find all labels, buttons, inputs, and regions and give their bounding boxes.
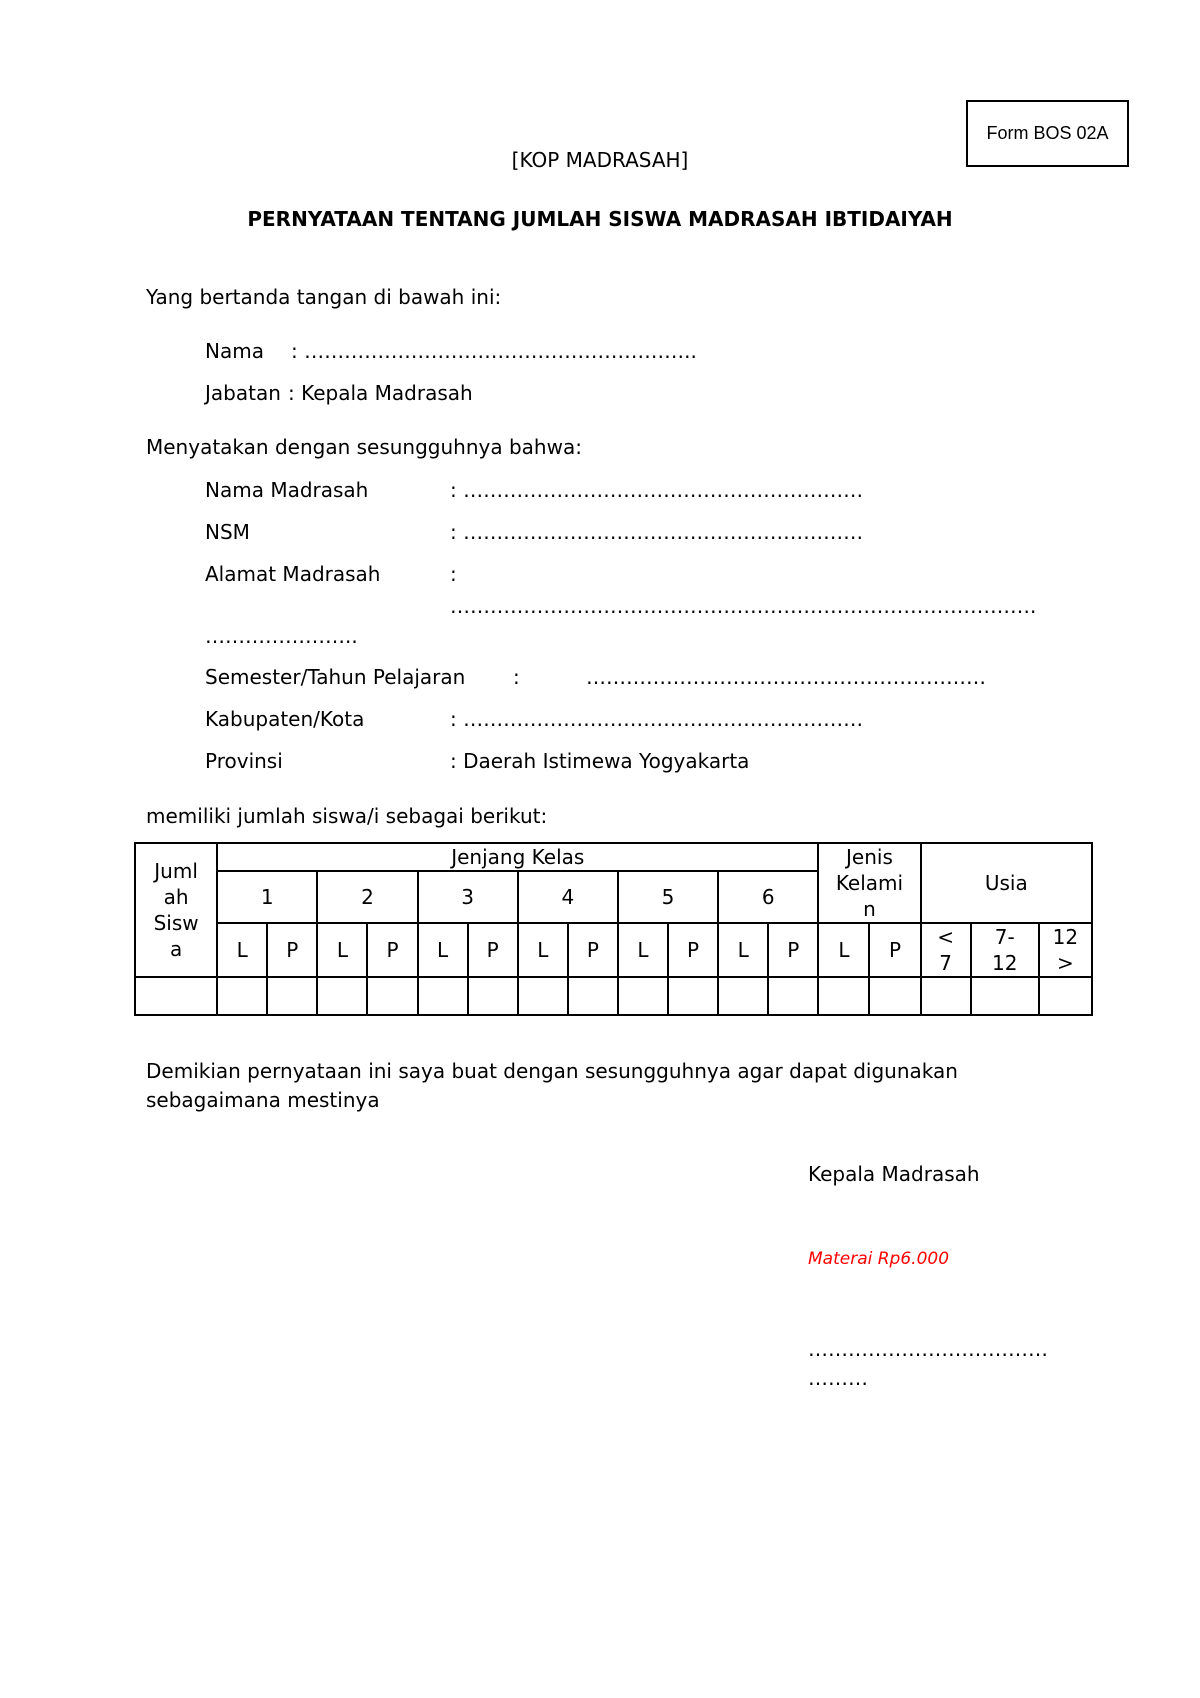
student-count-table: [134, 842, 1093, 1016]
header-kelas-1: 1: [217, 871, 317, 923]
header-jenis-kelamin: Jenis Kelami n: [818, 843, 920, 923]
nsm-value: : ……………………………………………………: [450, 520, 864, 544]
materai-note: Materai Rp6.000: [808, 1249, 950, 1269]
document-title: PERNYATAAN TENTANG JUMLAH SISWA MADRASAH IBTIDAIYAH: [247, 207, 953, 231]
cell-usia-under-7[interactable]: [921, 977, 971, 1015]
header-kelas-4-p: P: [568, 923, 618, 977]
header-usia-under-7: < 7: [921, 923, 971, 977]
cell-kelas-1-l[interactable]: [217, 977, 267, 1015]
alamat-colon: :: [450, 562, 457, 586]
header-usia: Usia: [921, 843, 1092, 923]
cell-kelas-6-l[interactable]: [718, 977, 768, 1015]
header-kelas-4-l: L: [518, 923, 568, 977]
jabatan-label: Jabatan: [205, 381, 281, 405]
semester-label: Semester/Tahun Pelajaran: [205, 665, 466, 689]
intro-text: Yang bertanda tangan di bawah ini:: [146, 285, 502, 309]
form-code: Form BOS 02A: [986, 123, 1109, 143]
cell-kelas-4-p[interactable]: [568, 977, 618, 1015]
closing-line-2: sebagaimana mestinya: [146, 1088, 380, 1112]
cell-jenis-kelamin-l[interactable]: [818, 977, 869, 1015]
cell-kelas-5-l[interactable]: [618, 977, 668, 1015]
nama-label: Nama: [205, 339, 264, 363]
header-kelas-4: 4: [518, 871, 618, 923]
table-intro: memiliki jumlah siswa/i sebagai berikut:: [146, 804, 548, 828]
signature-name-line-2: ………: [808, 1366, 868, 1390]
nama-madrasah-label: Nama Madrasah: [205, 478, 369, 502]
header-usia-7-12: 7- 12: [971, 923, 1039, 977]
table-row: [135, 977, 1092, 1015]
cell-jenis-kelamin-p[interactable]: [869, 977, 920, 1015]
provinsi-value: : Daerah Istimewa Yogyakarta: [450, 749, 750, 773]
header-usia-over-12: 12 >: [1039, 923, 1092, 977]
header-kelas-5: 5: [618, 871, 718, 923]
semester-value: ……………………………………………………: [586, 665, 986, 689]
header-kelas-3-l: L: [418, 923, 468, 977]
cell-jumlah-siswa[interactable]: [135, 977, 217, 1015]
header-kelas-5-l: L: [618, 923, 668, 977]
header-kelas-2: 2: [317, 871, 417, 923]
cell-usia-7-12[interactable]: [971, 977, 1039, 1015]
signature-name-line-1: ………………………………: [808, 1337, 1048, 1361]
header-kelas-6-l: L: [718, 923, 768, 977]
header-jenis-kelamin-p: P: [869, 923, 920, 977]
semester-colon: :: [513, 665, 520, 689]
kop-madrasah: [KOP MADRASAH]: [511, 148, 689, 172]
header-kelas-2-p: P: [367, 923, 417, 977]
header-kelas-5-p: P: [668, 923, 718, 977]
cell-usia-over-12[interactable]: [1039, 977, 1092, 1015]
header-kelas-6-p: P: [768, 923, 818, 977]
alamat-line-2: …………………..: [205, 624, 358, 648]
provinsi-label: Provinsi: [205, 749, 283, 773]
header-kelas-3-p: P: [468, 923, 518, 977]
nsm-label: NSM: [205, 520, 250, 544]
header-jenjang-kelas: Jenjang Kelas: [217, 843, 818, 871]
cell-kelas-2-l[interactable]: [317, 977, 367, 1015]
cell-kelas-2-p[interactable]: [367, 977, 417, 1015]
closing-line-1: Demikian pernyataan ini saya buat dengan sesungguhnya agar dapat digunakan: [146, 1059, 958, 1083]
cell-kelas-5-p[interactable]: [668, 977, 718, 1015]
header-jenis-kelamin-l: L: [818, 923, 869, 977]
header-jumlah-siswa: Juml ah Sisw a: [135, 843, 217, 977]
cell-kelas-4-l[interactable]: [518, 977, 568, 1015]
cell-kelas-1-p[interactable]: [267, 977, 317, 1015]
header-kelas-1-p: P: [267, 923, 317, 977]
header-kelas-1-l: L: [217, 923, 267, 977]
alamat-line-1: …………………………………………………………………………….: [450, 594, 1037, 618]
header-kelas-3: 3: [418, 871, 518, 923]
signature-role: Kepala Madrasah: [808, 1162, 980, 1186]
statement-text: Menyatakan dengan sesungguhnya bahwa:: [146, 435, 582, 459]
cell-kelas-3-l[interactable]: [418, 977, 468, 1015]
header-kelas-2-l: L: [317, 923, 367, 977]
kabupaten-label: Kabupaten/Kota: [205, 707, 365, 731]
cell-kelas-6-p[interactable]: [768, 977, 818, 1015]
header-kelas-6: 6: [718, 871, 818, 923]
alamat-label: Alamat Madrasah: [205, 562, 381, 586]
nama-madrasah-value: : ……………………………………………………: [450, 478, 864, 502]
kabupaten-value: : ……………………………………………………: [450, 707, 864, 731]
nama-value: : …………………………………………………..: [291, 339, 697, 363]
jabatan-value: : Kepala Madrasah: [288, 381, 473, 405]
cell-kelas-3-p[interactable]: [468, 977, 518, 1015]
